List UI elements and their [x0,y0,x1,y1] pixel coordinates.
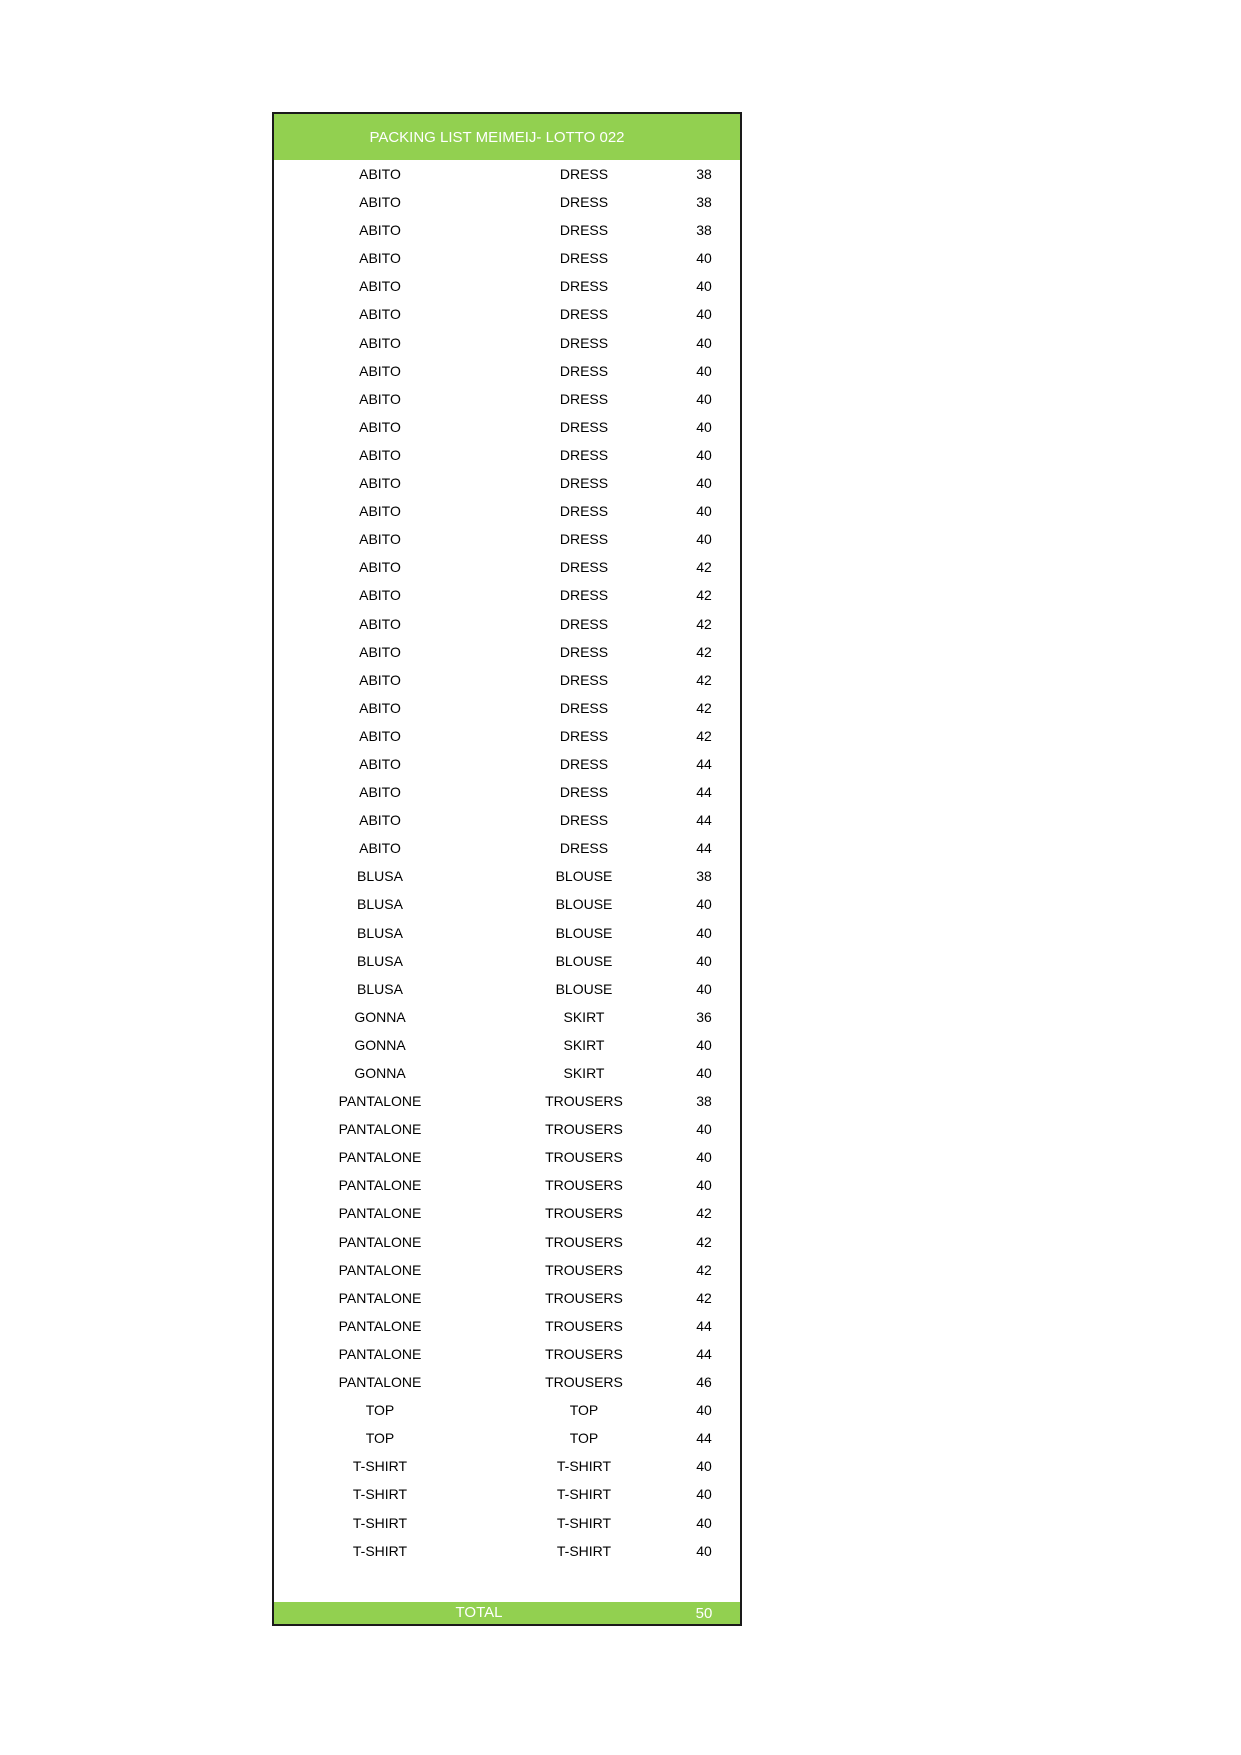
item-size: 36 [696,1008,712,1025]
table-row [274,1424,740,1452]
item-name-en: DRESS [559,531,609,548]
item-name-en: TROUSERS [545,1149,623,1166]
item-name-en: DRESS [559,755,609,772]
table-row [274,610,740,638]
total-label: TOTAL [455,1604,503,1621]
item-size: 40 [696,278,712,295]
table-row [274,413,740,441]
table-row [274,638,740,666]
table-row [274,834,740,862]
item-size: 40 [696,250,712,267]
table-row [274,497,740,525]
item-size: 46 [696,1374,712,1391]
item-name-it: GONNA [354,1036,406,1053]
table-row [274,1368,740,1396]
item-name-en: DRESS [559,362,609,379]
item-size: 40 [696,418,712,435]
item-name-en: TROUSERS [545,1345,623,1362]
item-size: 40 [696,1458,712,1475]
item-name-it: PANTALONE [338,1149,422,1166]
item-name-it: ABITO [359,727,401,744]
item-name-en: DRESS [559,390,609,407]
item-name-en: DRESS [559,643,609,660]
item-name-en: TROUSERS [545,1121,623,1138]
item-name-en: DRESS [559,418,609,435]
item-size: 40 [696,334,712,351]
item-size: 40 [696,1177,712,1194]
table-row [274,666,740,694]
item-size: 42 [696,699,712,716]
item-name-it: PANTALONE [338,1121,422,1138]
item-size: 42 [696,1289,712,1306]
item-size: 38 [696,222,712,239]
item-name-it: ABITO [359,418,401,435]
table-row [274,1284,740,1312]
item-name-en: BLOUSE [555,952,613,969]
packing-list-sheet [272,112,742,1626]
item-name-it: BLUSA [357,924,403,941]
table-row [274,300,740,328]
item-name-it: PANTALONE [338,1345,422,1362]
item-name-en: DRESS [559,671,609,688]
item-name-en: DRESS [559,503,609,520]
item-name-it: PANTALONE [338,1261,422,1278]
item-name-it: ABITO [359,306,401,323]
item-name-it: ABITO [359,334,401,351]
item-name-en: DRESS [559,615,609,632]
item-name-en: BLOUSE [555,980,613,997]
item-size: 42 [696,727,712,744]
item-name-en: TROUSERS [545,1205,623,1222]
item-name-it: T-SHIRT [352,1542,408,1559]
table-row [274,694,740,722]
item-size: 42 [696,1233,712,1250]
item-name-it: ABITO [359,643,401,660]
table-row [274,1480,740,1508]
item-name-it: ABITO [359,194,401,211]
table-row [274,525,740,553]
item-size: 40 [696,1036,712,1053]
table-row [274,244,740,272]
item-name-it: PANTALONE [338,1374,422,1391]
table-row [274,385,740,413]
item-name-en: T-SHIRT [556,1486,612,1503]
table-row [274,357,740,385]
item-name-it: ABITO [359,222,401,239]
table-row [274,890,740,918]
item-size: 42 [696,1261,712,1278]
table-row [274,1003,740,1031]
table-row [274,1452,740,1480]
item-name-it: ABITO [359,812,401,829]
item-name-it: ABITO [359,278,401,295]
item-size: 42 [696,671,712,688]
table-row [274,188,740,216]
item-name-it: ABITO [359,699,401,716]
table-row [274,469,740,497]
item-name-it: PANTALONE [338,1093,422,1110]
item-name-en: TROUSERS [545,1374,623,1391]
table-row [274,806,740,834]
item-size: 44 [696,1317,712,1334]
item-name-it: ABITO [359,615,401,632]
item-name-en: TROUSERS [545,1289,623,1306]
item-name-en: TROUSERS [545,1233,623,1250]
table-row [274,1509,740,1537]
item-size: 44 [696,755,712,772]
item-name-it: ABITO [359,390,401,407]
item-size: 40 [696,390,712,407]
table-row [274,1087,740,1115]
item-size: 40 [696,924,712,941]
total-row [274,1602,740,1624]
item-name-it: ABITO [359,362,401,379]
item-name-en: TOP [569,1430,599,1447]
item-name-it: ABITO [359,446,401,463]
item-size: 42 [696,643,712,660]
item-name-it: GONNA [354,1008,406,1025]
item-size: 40 [696,1402,712,1419]
item-name-en: DRESS [559,334,609,351]
item-size: 40 [696,1542,712,1559]
item-size: 38 [696,1093,712,1110]
item-name-it: ABITO [359,755,401,772]
item-name-en: BLOUSE [555,924,613,941]
item-name-it: ABITO [359,531,401,548]
item-size: 44 [696,840,712,857]
item-name-it: ABITO [359,475,401,492]
table-row [274,1312,740,1340]
item-size: 44 [696,784,712,801]
total-value: 50 [695,1605,713,1622]
item-name-it: PANTALONE [338,1233,422,1250]
item-name-it: T-SHIRT [352,1514,408,1531]
table-row [274,1171,740,1199]
item-name-it: PANTALONE [338,1177,422,1194]
table-row [274,1537,740,1565]
item-size: 40 [696,446,712,463]
item-name-it: T-SHIRT [352,1486,408,1503]
item-size: 44 [696,1430,712,1447]
item-name-it: BLUSA [357,980,403,997]
table-row [274,160,740,188]
table-row [274,722,740,750]
item-size: 40 [696,1149,712,1166]
item-name-en: T-SHIRT [556,1458,612,1475]
table-row [274,947,740,975]
item-name-it: ABITO [359,840,401,857]
item-name-en: T-SHIRT [556,1514,612,1531]
item-name-it: BLUSA [357,896,403,913]
item-name-it: ABITO [359,587,401,604]
item-name-it: ABITO [359,559,401,576]
item-name-en: DRESS [559,250,609,267]
item-name-it: PANTALONE [338,1205,422,1222]
table-row [274,750,740,778]
table-row [274,216,740,244]
table-row [274,553,740,581]
table-row [274,1031,740,1059]
item-name-en: DRESS [559,727,609,744]
table-row [274,441,740,469]
item-name-it: PANTALONE [338,1289,422,1306]
item-size: 44 [696,812,712,829]
item-size: 42 [696,1205,712,1222]
item-name-it: TOP [365,1402,395,1419]
item-size: 38 [696,166,712,182]
item-name-it: T-SHIRT [352,1458,408,1475]
table-row [274,1143,740,1171]
item-name-en: TROUSERS [545,1261,623,1278]
item-name-en: DRESS [559,699,609,716]
item-name-en: DRESS [559,166,609,182]
table-row [274,1228,740,1256]
table-row [274,581,740,609]
item-name-en: DRESS [559,446,609,463]
item-name-en: TROUSERS [545,1093,623,1110]
item-name-en: DRESS [559,840,609,857]
item-name-it: BLUSA [357,952,403,969]
item-size: 40 [696,306,712,323]
item-name-en: DRESS [559,559,609,576]
item-name-en: DRESS [559,587,609,604]
table-row [274,862,740,890]
item-size: 40 [696,1121,712,1138]
item-size: 40 [696,980,712,997]
item-size: 40 [696,896,712,913]
item-name-it: ABITO [359,166,401,182]
table-row [274,975,740,1003]
item-size: 40 [696,531,712,548]
item-name-en: SKIRT [563,1065,605,1081]
item-name-en: DRESS [559,222,609,239]
item-name-it: GONNA [354,1065,406,1081]
item-name-en: TROUSERS [545,1177,623,1194]
item-name-it: BLUSA [357,868,403,885]
item-size: 42 [696,615,712,632]
item-name-en: TROUSERS [545,1317,623,1334]
item-name-en: DRESS [559,194,609,211]
packing-list-rows [274,160,740,1565]
item-name-it: PANTALONE [338,1317,422,1334]
table-row [274,1396,740,1424]
table-row [274,1199,740,1227]
item-size: 40 [696,952,712,969]
item-name-en: TOP [569,1402,599,1419]
item-name-en: DRESS [559,475,609,492]
item-size: 40 [696,503,712,520]
item-name-en: DRESS [559,278,609,295]
item-name-en: BLOUSE [555,868,613,885]
item-size: 40 [696,475,712,492]
table-row [274,272,740,300]
item-name-en: DRESS [559,306,609,323]
item-name-en: BLOUSE [555,896,613,913]
item-name-it: TOP [365,1430,395,1447]
table-row [274,1340,740,1368]
table-row [274,778,740,806]
item-name-en: SKIRT [563,1008,605,1025]
item-size: 40 [696,1486,712,1503]
table-row [274,1115,740,1143]
item-size: 42 [696,559,712,576]
item-size: 44 [696,1345,712,1362]
item-name-en: DRESS [559,784,609,801]
table-row [274,1059,740,1087]
item-size: 42 [696,587,712,604]
table-row [274,329,740,357]
item-name-it: ABITO [359,671,401,688]
item-name-it: ABITO [359,784,401,801]
item-name-it: ABITO [359,250,401,267]
table-row [274,1256,740,1284]
item-size: 38 [696,194,712,211]
table-row [274,919,740,947]
item-name-en: SKIRT [563,1036,605,1053]
item-name-it: ABITO [359,503,401,520]
item-size: 40 [696,362,712,379]
item-size: 40 [696,1065,712,1081]
item-name-en: T-SHIRT [556,1542,612,1559]
item-size: 40 [696,1514,712,1531]
item-name-en: DRESS [559,812,609,829]
packing-list-title: PACKING LIST MEIMEIJ- LOTTO 022 [274,114,740,160]
item-size: 38 [696,868,712,885]
